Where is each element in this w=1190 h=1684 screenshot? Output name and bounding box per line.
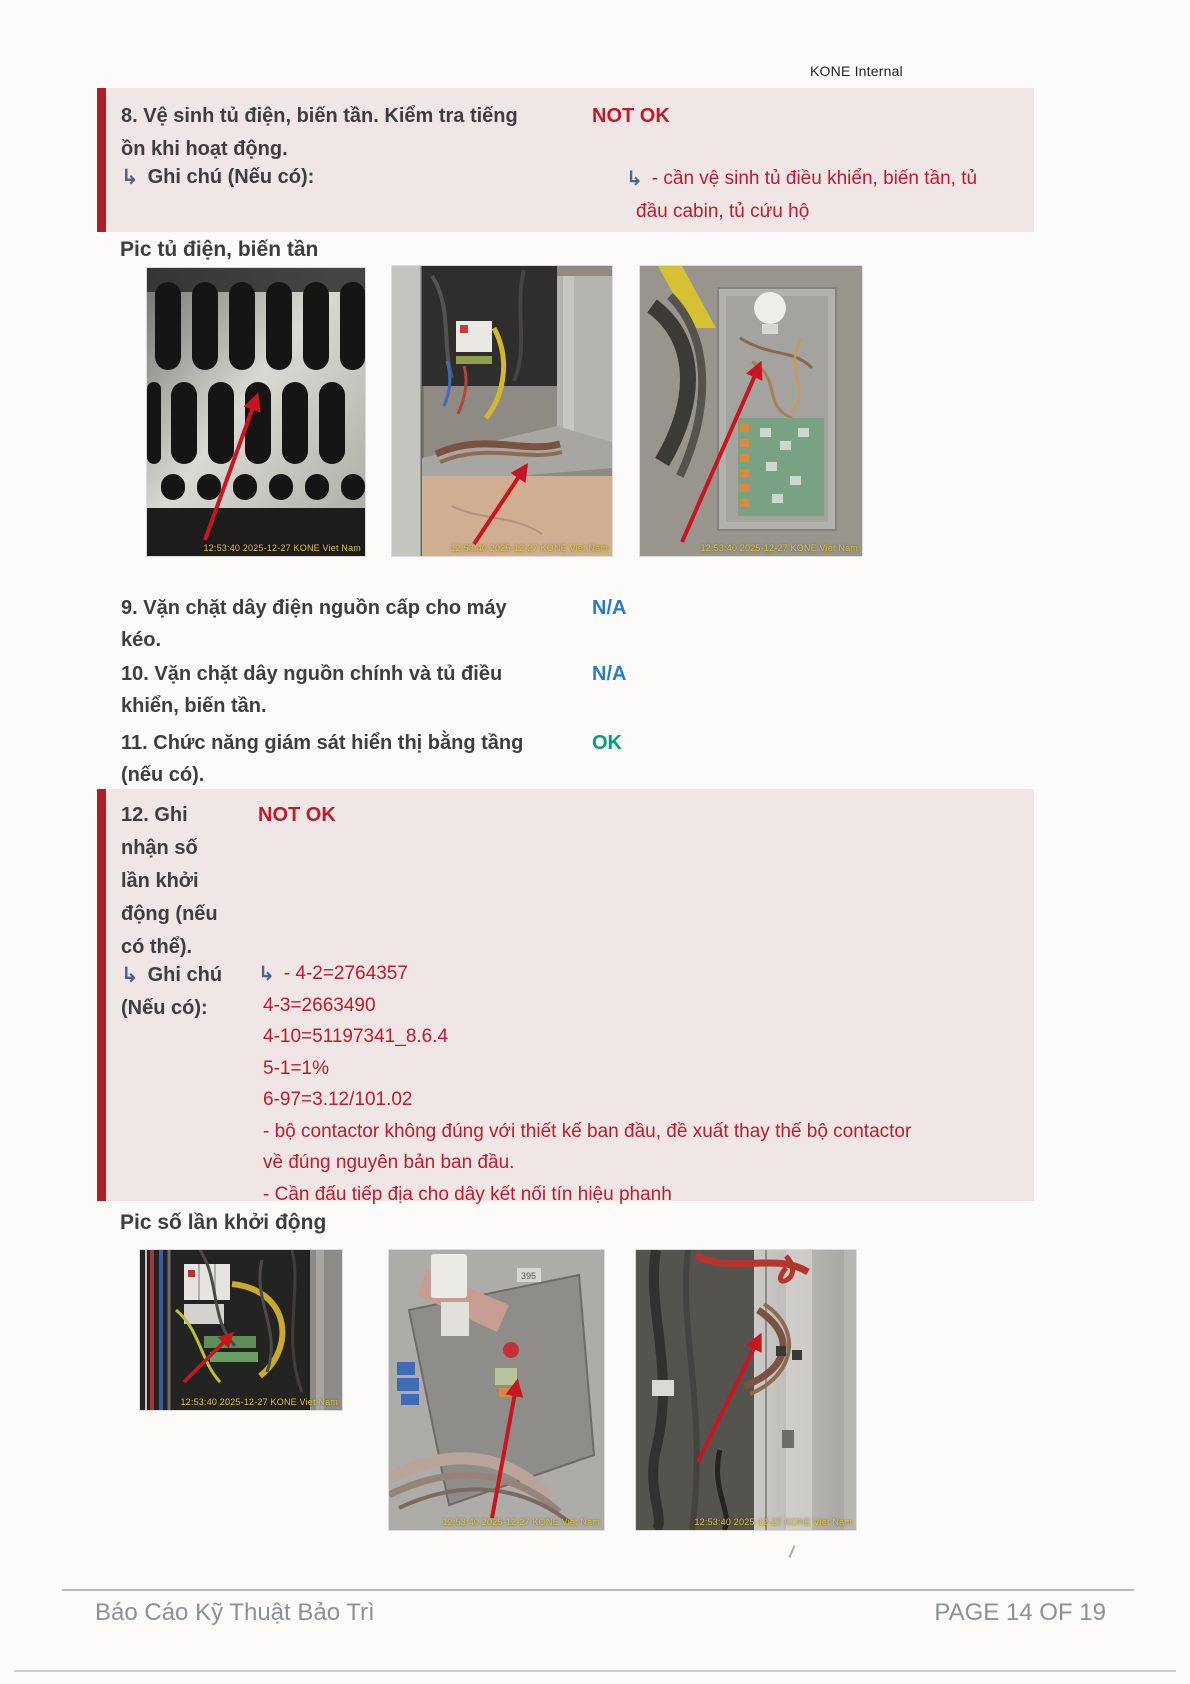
- checklist-item-12: [97, 789, 1034, 1205]
- item-8-note: ↳ - cần vệ sinh tủ điều khiển, biến tần, tủ đầu cabin, tủ cứu hộ: [626, 162, 977, 228]
- return-arrow-icon: ↳: [258, 963, 275, 985]
- checklist-item-8: [97, 88, 1034, 232]
- item-8-title: 8. Vệ sinh tủ điện, biến tần. Kiểm tra tiếng ồn khi hoạt động.: [121, 105, 518, 160]
- photo-caption-electrical-cabinet: Pic tủ điện, biến tần: [120, 238, 319, 261]
- item-10-status: N/A: [592, 663, 627, 685]
- cabinet-wiring-illustration: [392, 266, 612, 556]
- photo-timestamp: 12:53:40 2025-12-27 KONE Viet Nam: [700, 543, 858, 553]
- photo-timestamp: 12:53:40 2025-12-27 KONE Viet Nam: [203, 543, 361, 553]
- photo-timestamp: 12:53:40 2025-12-27 KONE Viet Nam: [450, 543, 608, 553]
- cabinet-side-illustration: [636, 1250, 856, 1530]
- photo-cabinet-side-cables: [636, 1250, 856, 1530]
- scan-artifact-mark: [788, 1545, 795, 1558]
- vent-grille-illustration: [147, 268, 365, 556]
- photo-control-cabinet-wiring: [392, 266, 612, 556]
- photo-timestamp: 12:53:40 2025-12-27 KONE Viet Nam: [180, 1397, 338, 1407]
- item-8-status: NOT OK: [592, 105, 670, 127]
- breaker-panel-illustration: [140, 1250, 342, 1410]
- photo-timestamp: 12:53:40 2025-12-27 KONE Viet Nam: [694, 1517, 852, 1527]
- item-12-note: ↳ - 4-2=2764357 4-3=2663490 4-10=51197341_8.6.4 5-1=1% 6-97=3.12/101.02 - bộ contactor không đúng với thiết kế ban đầu, đề xuất thay thế bộ contactor về đúng nguyên bản ban đầu. - Cần đấu tiếp địa cho dây kết nối tín hiệu phanh: [258, 958, 911, 1210]
- item-9-title: 9. Vặn chặt dây điện nguồn cấp cho máy kéo.: [121, 597, 507, 651]
- photo-rescue-box-circuit-board: [640, 266, 862, 556]
- item-12-note-label: ↳ Ghi chú (Nếu có):: [121, 958, 222, 1025]
- photo-breaker-panel: [140, 1250, 342, 1410]
- drive-plate-illustration: [389, 1250, 604, 1530]
- photo-caption-start-counter: Pic số lần khởi động: [120, 1211, 327, 1234]
- sticker-label: 395: [521, 1271, 537, 1281]
- return-arrow-icon: ↳: [121, 964, 139, 987]
- photo-timestamp: 12:53:40 2025-12-27 KONE Viet Nam: [442, 1517, 600, 1527]
- photo-drive-plate-connectors: [389, 1250, 604, 1530]
- page-bottom-edge: [14, 1670, 1176, 1672]
- item-11-title: 11. Chức năng giám sát hiển thị bằng tầng (nếu có).: [121, 732, 524, 786]
- item-11-status: OK: [592, 732, 622, 754]
- photo-inverter-vent-grille: [147, 268, 365, 556]
- return-arrow-icon: ↳: [121, 166, 139, 189]
- footer-report-title: Báo Cáo Kỹ Thuật Bảo Trì: [95, 1599, 375, 1626]
- item-9-status: N/A: [592, 597, 627, 619]
- return-arrow-icon: ↳: [626, 168, 643, 190]
- item-12-status: NOT OK: [258, 804, 336, 826]
- item-10-title: 10. Vặn chặt dây nguồn chính và tủ điều khiển, biến tần.: [121, 663, 503, 717]
- footer-divider: [62, 1589, 1134, 1591]
- circuit-board-illustration: [640, 266, 862, 556]
- item-8-note-label: ↳ Ghi chú (Nếu có):: [121, 160, 314, 194]
- item-12-title: 12. Ghi nhận số lần khởi động (nếu có thể).: [121, 804, 218, 958]
- kone-internal-label: KONE Internal: [810, 63, 903, 79]
- footer-page-number: PAGE 14 OF 19: [934, 1599, 1106, 1626]
